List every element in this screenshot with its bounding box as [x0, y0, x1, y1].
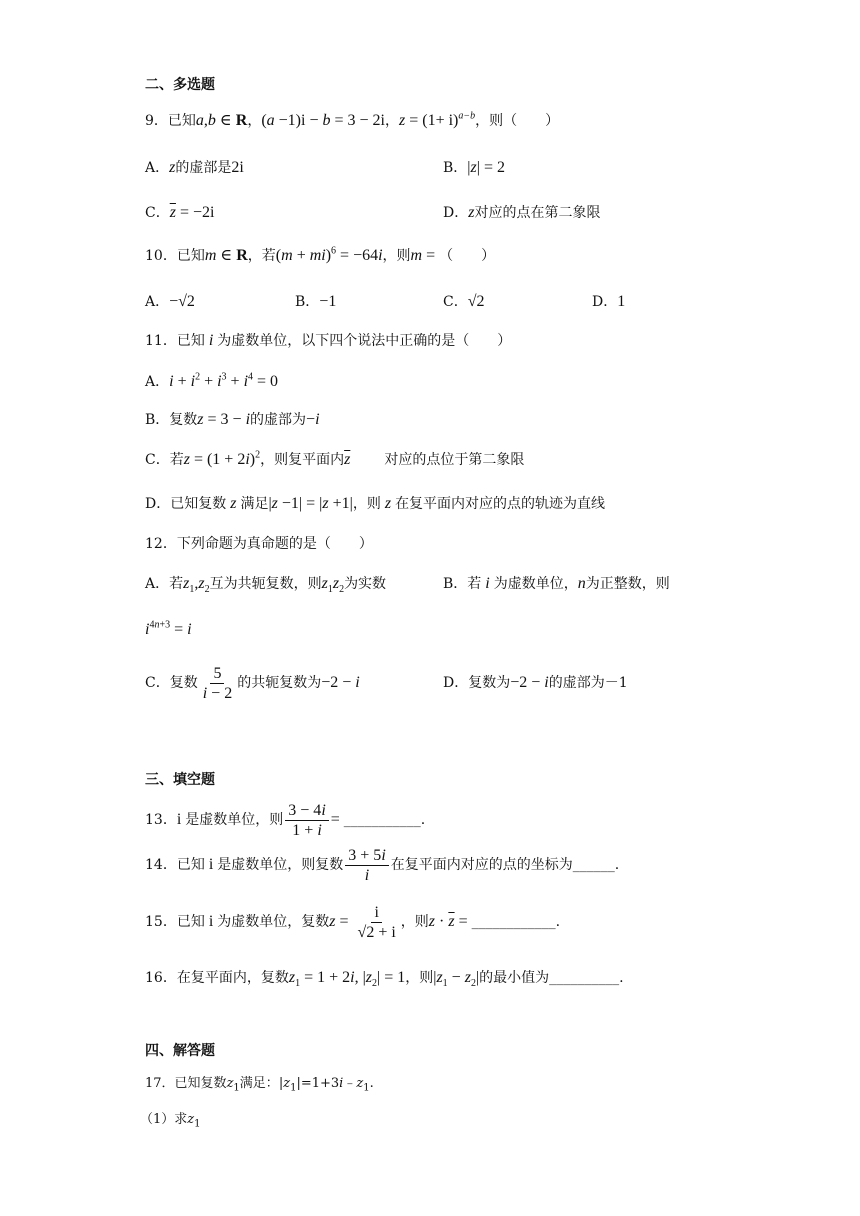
question-number: 11．	[145, 333, 177, 349]
math-expr: z	[226, 495, 241, 512]
math-expr: $z_1,z_2$	[183, 575, 210, 596]
option-b[interactable]	[443, 574, 670, 594]
question-text: =1+3	[300, 1076, 340, 1091]
math-expr: $z = (1 + 2i)^2$	[183, 449, 261, 468]
math-expr: 1	[617, 293, 626, 310]
fraction: $\frac{3 + 5i}{i}$	[345, 846, 388, 885]
math-expr: z	[380, 495, 396, 512]
question-text: 的最小值为	[479, 970, 550, 986]
math-expr: m =	[410, 247, 440, 264]
fraction: $\frac{i}{√2 + i}$	[357, 903, 396, 941]
answer-blank[interactable]: __________	[549, 970, 620, 986]
option-text: 为实数	[344, 576, 387, 592]
math-expr: −1	[319, 293, 337, 310]
math-expr: i	[176, 811, 186, 828]
option-label: A．	[145, 576, 170, 592]
math-expr: $i + i^2 + i^3 + i^4 = 0$	[169, 371, 279, 390]
question-9	[145, 111, 559, 131]
math-expr: z = 3 − i	[197, 411, 251, 428]
question-text: ，	[384, 113, 399, 129]
math-expr: $z_1z_2$	[321, 575, 345, 596]
option-label: C．	[443, 294, 468, 310]
option-text: 的虚部是	[175, 160, 232, 176]
question-text: 已知	[176, 248, 205, 264]
math-expr: $z = (1+ i)^{a-b}$	[398, 110, 476, 129]
option-label: A．	[145, 294, 170, 310]
math-expr: √2	[467, 293, 485, 310]
option-a[interactable]	[145, 372, 278, 392]
math-expr: (m + mi)$^6$ = −64i	[275, 245, 383, 264]
question-text: 已知	[176, 333, 205, 349]
option-label: C．	[145, 205, 170, 221]
option-label: A．	[145, 160, 170, 176]
question-text: （1）求	[140, 1112, 188, 1127]
math-expr: $i^{4n+3} = i$	[145, 619, 192, 638]
question-text: （ ）	[439, 248, 496, 264]
option-b-continued	[145, 620, 192, 640]
option-c[interactable]	[145, 450, 524, 470]
question-text: 下列命题为真命题的是（ ）	[176, 536, 373, 552]
math-expr: |z −1| = |z +1|	[268, 495, 353, 512]
option-c[interactable]	[443, 292, 485, 312]
math-expr: n	[577, 575, 586, 592]
math-expr: i	[204, 913, 218, 930]
math-expr: a,b ∈ R	[195, 112, 248, 129]
math-expr: $\overline{z}$ =	[169, 204, 193, 221]
question-text: ，则	[382, 248, 411, 264]
section-heading-multi-choice: 二、多选题	[145, 77, 215, 93]
option-text: 为正整数，则	[585, 576, 670, 592]
math-expr: −√2	[169, 293, 195, 310]
section-heading-fill-in: 三、填空题	[145, 772, 215, 788]
section-heading-answer: 四、解答题	[145, 1043, 215, 1059]
math-expr: m ∈ R	[204, 247, 248, 264]
option-label: D．	[592, 294, 618, 310]
question-number: 17．	[145, 1076, 175, 1091]
math-expr: z =	[329, 913, 353, 930]
option-a[interactable]	[145, 574, 386, 594]
question-text: 满足：	[239, 1076, 279, 1091]
option-text: 已知复数	[170, 496, 227, 512]
question-text: .	[619, 970, 624, 986]
math-expr: $z \cdot \overline{z}$ =	[428, 913, 472, 930]
question-number: 16．	[145, 970, 177, 986]
question-text: ，	[247, 113, 262, 129]
option-d[interactable]	[145, 494, 605, 514]
question-text: .	[555, 914, 561, 930]
option-text: 的共轭复数为	[237, 675, 322, 691]
option-text: 互为共轭复数，则	[209, 576, 322, 592]
math-expr: =	[330, 811, 344, 828]
question-13	[145, 800, 425, 840]
question-text: 在复平面内，复数	[176, 970, 289, 986]
question-text: 已知复数	[174, 1076, 227, 1091]
math-expr: 2i	[231, 159, 244, 176]
option-a[interactable]	[145, 292, 195, 312]
math-expr: −2 − i	[321, 674, 360, 691]
option-label: B．	[295, 294, 320, 310]
option-text: 的虚部为－1	[548, 675, 628, 691]
question-number: 14．	[145, 857, 177, 873]
question-11	[145, 331, 511, 351]
option-label: B．	[145, 412, 170, 428]
option-label: C．	[145, 452, 170, 468]
math-expr: $\overline{z}$	[344, 451, 351, 468]
question-text: .	[420, 812, 426, 828]
question-text: .	[614, 857, 620, 873]
answer-blank[interactable]: ____________	[471, 914, 556, 930]
question-17-part-1: （1）求$z_1$	[140, 1112, 201, 1130]
math-expr: i	[204, 332, 218, 349]
option-text: 复数	[169, 675, 198, 691]
answer-blank[interactable]: ______	[572, 857, 615, 873]
fraction: $\frac{5}{i - 2}$	[202, 664, 233, 702]
option-d[interactable]	[443, 203, 600, 223]
option-c[interactable]	[145, 203, 214, 223]
question-number: 9．	[145, 113, 168, 129]
question-text: ﹣	[343, 1076, 357, 1091]
option-label: D．	[145, 496, 171, 512]
question-text: 为虚数单位，以下四个说法中正确的是（ ）	[217, 333, 512, 349]
option-label: A．	[145, 374, 170, 390]
option-text: 复数	[169, 412, 198, 428]
option-text: 在复平面内对应的点的轨迹为直线	[395, 496, 606, 512]
fraction: $\frac{3 - 4i}{1 + i}$	[285, 801, 328, 840]
option-text: 若	[169, 452, 184, 468]
math-expr: |z| =	[467, 159, 497, 176]
question-text: 已知	[176, 914, 205, 930]
option-text: 若	[467, 576, 482, 592]
option-text: 复数为	[468, 675, 511, 691]
math-expr: (a −1)i − b = 3 − 2i	[261, 112, 385, 129]
question-text: ，则	[405, 970, 434, 986]
question-text: 已知	[167, 113, 196, 129]
question-16	[145, 968, 624, 988]
option-text: ，则复平面内	[260, 452, 345, 468]
option-text: 的虚部为	[250, 412, 307, 428]
option-label: B．	[443, 576, 468, 592]
math-expr: −i	[306, 411, 320, 428]
question-number: 13．	[145, 812, 177, 828]
option-b[interactable]	[295, 292, 336, 312]
question-text: 在复平面内对应的点的坐标为	[390, 857, 573, 873]
option-b[interactable]	[443, 158, 505, 178]
math-expr: −2i	[192, 204, 215, 221]
option-label: D．	[443, 675, 469, 691]
question-text: ，则（ ）	[475, 113, 560, 129]
option-text: 对应的点在第二象限	[474, 205, 601, 221]
option-d[interactable]	[592, 292, 625, 312]
question-14	[145, 845, 619, 885]
question-number: 12．	[145, 536, 177, 552]
option-text: 若	[169, 576, 184, 592]
math-expr: z	[468, 204, 475, 221]
option-label: D．	[443, 205, 469, 221]
question-text: 已知	[176, 857, 205, 873]
option-label: C．	[145, 675, 170, 691]
option-c[interactable]	[145, 663, 360, 703]
question-text: ，则	[400, 914, 429, 930]
question-number: 10．	[145, 248, 177, 264]
math-expr: i	[204, 856, 218, 873]
option-text: 满足	[240, 496, 269, 512]
option-label: B．	[443, 160, 468, 176]
math-expr: 2	[496, 159, 505, 176]
question-text: 是虚数单位，则	[185, 812, 284, 828]
question-text: ，若	[247, 248, 276, 264]
question-text: 是虚数单位，则复数	[217, 857, 344, 873]
option-b[interactable]	[145, 410, 320, 430]
option-text: ，则	[352, 496, 381, 512]
question-15	[145, 900, 560, 944]
math-expr: $z_1 = 1 + 2i$, $|z_2| = 1$	[288, 969, 406, 990]
question-text: 为虚数单位，复数	[217, 914, 330, 930]
question-10	[145, 246, 495, 266]
math-expr: −2 − i	[510, 674, 549, 691]
question-12	[145, 534, 373, 554]
question-17: 17．已知复数$z_1$满足：$|z_1|=1+3i﹣z_1$.	[145, 1076, 374, 1094]
math-expr: z	[169, 159, 176, 176]
math-expr: i	[481, 575, 494, 592]
option-d[interactable]	[443, 663, 628, 703]
option-a[interactable]	[145, 158, 244, 178]
answer-blank[interactable]: ___________	[343, 812, 421, 828]
math-expr: $|z_1 - z_2|$	[433, 969, 480, 990]
question-number: 15．	[145, 914, 177, 930]
option-text: 为虚数单位，	[493, 576, 578, 592]
option-text: 对应的点位于第二象限	[384, 452, 525, 468]
